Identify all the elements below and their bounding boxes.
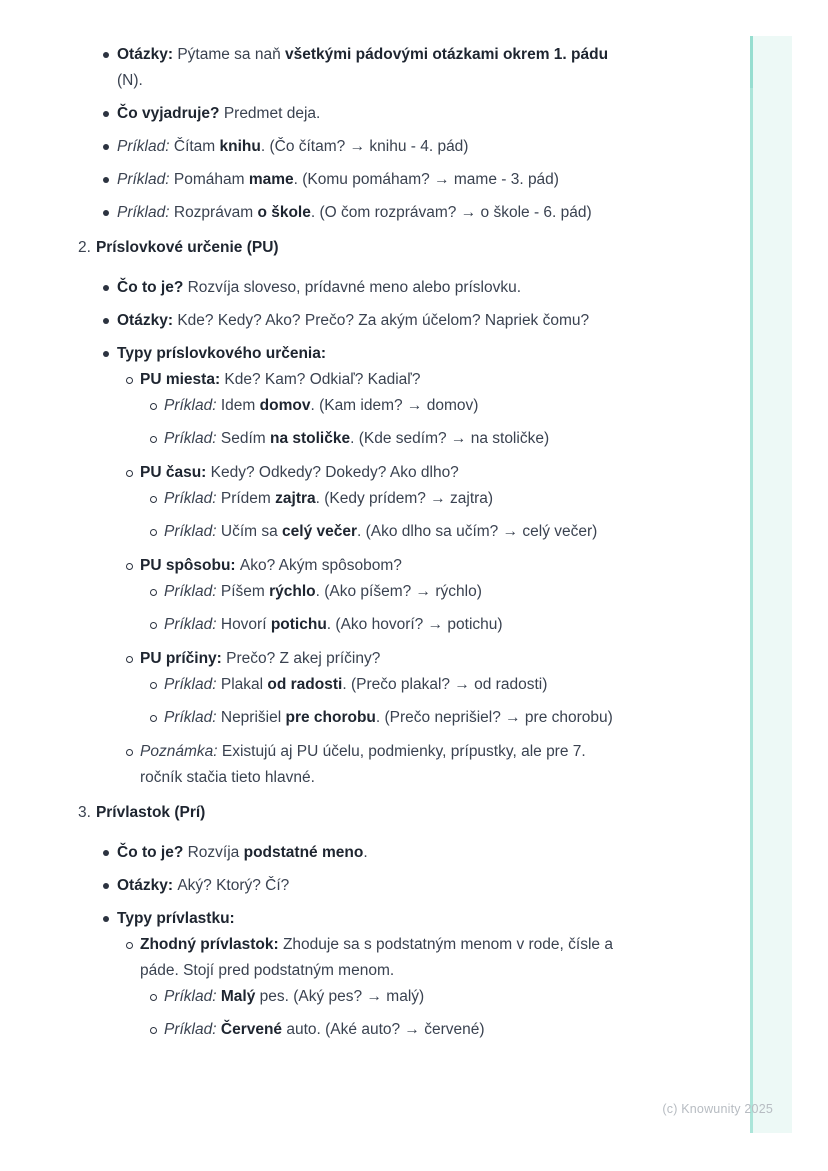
text-segment: . (Kedy prídem? → zajtra) (315, 490, 494, 507)
text-segment: Príslovkové určenie (PU) (95, 239, 279, 256)
list-item-level3 (0, 612, 828, 638)
text-segment: . (363, 844, 368, 861)
text-segment: Príklad: (164, 676, 217, 693)
bullet-icon (103, 177, 109, 183)
bullet-icon (103, 111, 109, 117)
text-segment: Pomáham (169, 171, 249, 188)
circle-bullet-icon (126, 377, 133, 384)
circle-bullet-icon (150, 715, 157, 722)
bullet-icon (103, 144, 109, 150)
text-segment: mame (248, 171, 294, 188)
text-segment: Príklad: (164, 430, 217, 447)
list-item-level3 (0, 426, 828, 452)
text-segment: Príklad: (117, 171, 170, 188)
text-segment: páde. Stojí pred podstatným menom. (140, 962, 395, 979)
text-segment: Príklad: (164, 490, 217, 507)
text-line (164, 393, 828, 419)
text-segment: Príklad: (164, 616, 217, 633)
text-segment: Otázky: (117, 877, 178, 894)
text-segment: potichu (270, 616, 327, 633)
text-segment: . (Čo čítam? → knihu - 4. pád) (260, 138, 469, 155)
text-segment: Hovorí (216, 616, 271, 633)
list-item-level2 (0, 460, 828, 486)
text-line (117, 42, 828, 68)
text-segment: pes. (Aký pes? → malý) (255, 988, 425, 1005)
list-item-level1 (0, 134, 828, 160)
text-segment: Rozvíja (187, 844, 244, 861)
text-line (117, 134, 828, 160)
text-segment: Neprišiel (216, 709, 286, 726)
text-segment: Príklad: (164, 1021, 217, 1038)
text-segment: . (Prečo plakal? → od radosti) (342, 676, 548, 693)
list-item-level3 (0, 705, 828, 731)
text-line (117, 101, 828, 127)
list-item-level1 (0, 167, 828, 193)
text-segment: ročník stačia tieto hlavné. (140, 769, 315, 786)
text-line (78, 800, 828, 826)
text-segment: Prívlastok (Prí) (95, 804, 206, 821)
circle-bullet-icon (150, 496, 157, 503)
text-segment: . (Ako hovorí? → potichu) (326, 616, 503, 633)
list-item-level1 (0, 308, 828, 334)
text-line (164, 519, 828, 545)
text-segment: Existujú aj PU účelu, podmienky, prípustky, ale pre 7. (217, 743, 586, 760)
list-item-level1 (0, 200, 828, 226)
text-segment: Príklad: (164, 523, 217, 540)
bullet-icon (103, 351, 109, 357)
text-segment: PU spôsobu: (140, 557, 240, 574)
text-segment: PU miesta: (140, 371, 225, 388)
list-item-level3 (0, 486, 828, 512)
text-segment: všetkými pádovými otázkami okrem 1. pádu (285, 46, 609, 63)
text-line (164, 705, 828, 731)
text-segment: Typy príslovkového určenia: (117, 345, 327, 362)
text-segment: . (Kam idem? → domov) (310, 397, 479, 414)
text-segment: Otázky: (117, 46, 178, 63)
bullet-icon (103, 285, 109, 291)
text-segment: . (Prečo neprišiel? → pre chorobu) (375, 709, 613, 726)
text-segment: knihu (219, 138, 261, 155)
text-segment: Príklad: (164, 709, 217, 726)
bullet-icon (103, 883, 109, 889)
list-item-level1 (0, 906, 828, 932)
item-number: 2. (78, 239, 91, 256)
bullet-icon (103, 52, 109, 58)
circle-bullet-icon (150, 682, 157, 689)
circle-bullet-icon (150, 589, 157, 596)
text-line (117, 68, 828, 94)
text-line (117, 906, 828, 932)
text-segment: . (Komu pomáham? → mame - 3. pád) (293, 171, 559, 188)
text-segment: Kde? Kedy? Ako? Prečo? Za akým účelom? Napriek čomu? (177, 312, 590, 329)
circle-bullet-icon (150, 622, 157, 629)
bullet-icon (103, 850, 109, 856)
text-segment: Príklad: (117, 138, 170, 155)
text-line (164, 579, 828, 605)
text-line (117, 873, 828, 899)
text-line (117, 341, 828, 367)
list-item-level1 (0, 101, 828, 127)
text-line (140, 646, 828, 672)
text-segment: rýchlo (269, 583, 316, 600)
list-item-level3 (0, 984, 828, 1010)
text-segment: Zhodný prívlastok: (140, 936, 283, 953)
text-segment: Prečo? Z akej príčiny? (226, 650, 381, 667)
text-segment: Čítam (169, 138, 220, 155)
text-line (117, 840, 828, 866)
text-line (140, 367, 828, 393)
list-item-level3 (0, 579, 828, 605)
text-segment: Červené (220, 1021, 283, 1038)
circle-bullet-icon (126, 656, 133, 663)
text-segment: podstatné meno (243, 844, 364, 861)
numbered-heading (0, 235, 828, 261)
circle-bullet-icon (150, 436, 157, 443)
text-segment: o škole (257, 204, 311, 221)
text-line (117, 167, 828, 193)
text-line (140, 460, 828, 486)
text-segment: PU času: (140, 464, 211, 481)
text-line (164, 486, 828, 512)
circle-bullet-icon (150, 403, 157, 410)
text-segment: Príklad: (117, 204, 170, 221)
text-segment: Čo to je? (117, 844, 188, 861)
item-number: 3. (78, 804, 91, 821)
text-line (117, 308, 828, 334)
list-item-level1 (0, 275, 828, 301)
list-item-level1 (0, 873, 828, 899)
text-line (140, 739, 828, 765)
text-segment: Učím sa (216, 523, 283, 540)
text-segment: domov (259, 397, 311, 414)
text-segment: PU príčiny: (140, 650, 227, 667)
text-segment: Aký? Ktorý? Čí? (177, 877, 290, 894)
watermark: (c) Knowunity 2025 (662, 1102, 773, 1116)
text-line (164, 1017, 828, 1043)
text-line (140, 932, 828, 958)
circle-bullet-icon (126, 749, 133, 756)
text-segment: Pýtame sa naň (177, 46, 286, 63)
circle-bullet-icon (126, 470, 133, 477)
numbered-heading (0, 800, 828, 826)
text-segment: Kde? Kam? Odkiaľ? Kadiaľ? (224, 371, 421, 388)
list-item-level2 (0, 367, 828, 393)
text-segment: Príklad: (164, 397, 217, 414)
text-segment: Typy prívlastku: (117, 910, 235, 927)
circle-bullet-icon (150, 529, 157, 536)
text-segment: Poznámka: (140, 743, 218, 760)
text-segment: pre chorobu (285, 709, 376, 726)
list-item-level2 (0, 646, 828, 672)
text-segment: Plakal (216, 676, 268, 693)
text-line (78, 235, 828, 261)
text-segment: Príklad: (164, 583, 217, 600)
circle-bullet-icon (126, 563, 133, 570)
list-item-level2 (0, 553, 828, 579)
text-segment: Príklad: (164, 988, 217, 1005)
text-segment: celý večer (282, 523, 358, 540)
text-segment: od radosti (267, 676, 343, 693)
circle-bullet-icon (126, 942, 133, 949)
text-segment: Sedím (216, 430, 270, 447)
bullet-icon (103, 318, 109, 324)
text-segment: Predmet deja. (223, 105, 321, 122)
list-item-level3 (0, 519, 828, 545)
text-line (164, 672, 828, 698)
list-item-level3 (0, 672, 828, 698)
list-item-level3 (0, 1017, 828, 1043)
text-segment: Idem (216, 397, 260, 414)
text-segment: Rozvíja sloveso, prídavné meno alebo príslovku. (187, 279, 522, 296)
bullet-icon (103, 916, 109, 922)
list-item-level1 (0, 42, 828, 94)
text-segment: Zhoduje sa s podstatným menom v rode, čísle a (282, 936, 613, 953)
circle-bullet-icon (150, 994, 157, 1001)
text-line (140, 553, 828, 579)
text-segment: Píšem (216, 583, 270, 600)
text-segment: Prídem (216, 490, 276, 507)
text-segment: Rozprávam (169, 204, 258, 221)
list-item-level1 (0, 341, 828, 367)
text-line (117, 275, 828, 301)
text-segment: Čo to je? (117, 279, 188, 296)
text-line (140, 958, 828, 984)
text-line (164, 984, 828, 1010)
text-line (164, 612, 828, 638)
list-item-level2 (0, 739, 828, 791)
text-segment: Čo vyjadruje? (117, 105, 224, 122)
text-segment: . (O čom rozprávam? → o škole - 6. pád) (310, 204, 592, 221)
text-line (164, 426, 828, 452)
list-item-level2 (0, 932, 828, 984)
text-segment: . (Kde sedím? → na stoličke) (350, 430, 550, 447)
text-line (140, 765, 828, 791)
text-segment: . (Ako píšem? → rýchlo) (315, 583, 482, 600)
bullet-icon (103, 210, 109, 216)
text-segment: (N). (117, 72, 143, 89)
text-segment: Kedy? Odkedy? Dokedy? Ako dlho? (210, 464, 459, 481)
text-line (117, 200, 828, 226)
circle-bullet-icon (150, 1027, 157, 1034)
text-segment: . (Ako dlho sa učím? → celý večer) (357, 523, 598, 540)
text-segment: Otázky: (117, 312, 178, 329)
list-item-level1 (0, 840, 828, 866)
text-segment: Ako? Akým spôsobom? (239, 557, 402, 574)
text-segment: Malý (220, 988, 256, 1005)
text-segment: auto. (Aké auto? → červené) (282, 1021, 485, 1038)
text-segment: na stoličke (269, 430, 351, 447)
text-segment: zajtra (275, 490, 316, 507)
list-item-level3 (0, 393, 828, 419)
